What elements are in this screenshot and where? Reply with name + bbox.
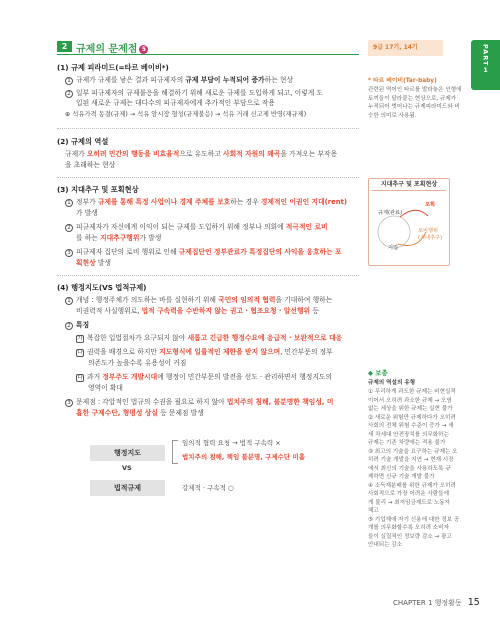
supplement-line: 개를 의무화할수록 오히려 소비자: [368, 525, 449, 531]
part-tab: [471, 40, 500, 90]
s4-sub-a: 가 복잡한 입법절차가 요구되지 않아 새롭고 긴급한 행정수요에 응급적 · 보완적으로 대응: [77, 334, 343, 342]
s3-item3-cont: 획현상 발생: [76, 259, 111, 267]
tar-baby-line: 슷한 의미로 사용됨.: [368, 112, 417, 119]
supplement-line: 제하면 신규 기술 개발 불가: [368, 474, 435, 480]
compare-box-legal: 법적규제: [90, 480, 165, 496]
s4-item2: 2 특징: [65, 320, 89, 330]
s3-item3: 3 피규제자 집단의 로비 행위로 인해 규제집단인 정부관료가 특정집단의 사익을 옹호하는 포: [65, 247, 342, 257]
supplement-line: 해고: [368, 508, 379, 514]
s4-sub-c-cont: 영역이 확대: [88, 384, 123, 392]
circled-2: 2: [65, 90, 73, 98]
supplement-line: 규제는 기존 차량에는 적용 불가: [368, 440, 446, 446]
supplement-list: [368, 388, 460, 550]
diagram-label-rent: (지대추구): [418, 235, 443, 241]
header-rule: [57, 54, 359, 55]
s4-item3: 3 문제점 : 각압적인 법규의 수권을 필요로 하지 않아 법치주의 침해, 불분명한 책임성, 미: [65, 397, 333, 407]
section-title: [76, 40, 148, 55]
s3-item1: 1 정부가 규제를 통해 특정 사업이나 경제 주체를 보호하는 경우 경제적인 이권인 지대(rent): [65, 197, 347, 207]
divider: [57, 128, 359, 129]
diagram-label-lobby: 로비행위: [418, 228, 439, 234]
compare-r2: 법치주의 침해, 책임 불분명, 구제수단 미흡: [182, 453, 305, 461]
chapter-label: CHAPTER 1 행정활동: [393, 599, 462, 607]
section-number-badge: 2: [57, 41, 72, 52]
capture-arrow: [400, 210, 428, 217]
footer: [393, 597, 480, 608]
compare-r3: 강제적 · 구속적 ○: [182, 484, 234, 492]
diagram-label-firm: 기업: [388, 245, 399, 251]
supplement-line: 새 차세대 안전장치를 의무화하는: [368, 431, 449, 438]
s1-heading: (1) 규제 피라미드(=타르 베이비*): [57, 63, 169, 72]
s3-item2: 2 피규제자가 자신에게 이익이 되는 규제를 도입하기 위해 정부나 의회에 적극적인 로비: [65, 222, 328, 232]
tar-baby-note: [368, 86, 462, 120]
section-title-text: 규제의 문제점: [76, 44, 138, 55]
supplement-line: ① 무리하게 과도한 규제는 비현실적: [368, 389, 456, 395]
part-tab-number: 1: [483, 66, 488, 75]
s1-item2-cont: 입된 새로운 규제는 대다수의 피규제자에게 추가적인 부담으로 작용: [76, 99, 275, 107]
s4-heading: (4) 행정지도(VS 법적규제): [57, 283, 147, 292]
s1-example: ⊕ 석유가격 동결(규제) → 석유 암시장 형성(규제불응) → 석유 거래 신고제 반영(재규제): [65, 111, 307, 118]
section-number-circle: 5: [139, 45, 148, 54]
s2-line2: 을 초래하는 현상: [65, 161, 116, 169]
supplement-line: 에서 최신의 기술을 사용하도록 규: [368, 465, 451, 472]
exam-marker: 9급 17기, 14기: [368, 40, 443, 56]
diagram-circle: [378, 216, 410, 248]
compare-r1: 임의적 협력 요청 → 법적 구속력 ×: [182, 439, 281, 447]
tar-baby-line: 토끼들이 달라붙는 현상으로, 규제가: [368, 95, 457, 102]
supplement-line: ③ 최고의 기술을 요구하는 규제는 오: [368, 448, 458, 455]
circled-1: 1: [65, 77, 73, 85]
tar-baby-line: 관련된 역어인 타르를 발라놓은 인형에: [368, 87, 462, 93]
s4-sub-b-cont: 의존도가 높을수록 유용성이 커짐: [88, 359, 187, 367]
s4-item3-cont: 흡한 구제수단, 형평성 상실 등 문제점 발생: [76, 409, 204, 417]
example-icon: ⊕: [65, 111, 73, 118]
supplement-line: ④ 소득재분배를 위한 규제가 오히려: [368, 482, 456, 489]
diagram-label-regulator: 규제(관료): [378, 210, 403, 216]
s2-heading: (2) 규제의 역설: [57, 137, 109, 146]
s2-line1: 규제가 오히려 민간의 행동을 비효율적으로 유도하고 사회적 자원의 왜곡을 가져오는 부작용: [65, 150, 338, 158]
s3-heading: (3) 지대추구 및 포획현상: [57, 185, 139, 194]
diagram-title: 지대추구 및 포획현상: [372, 179, 446, 191]
tar-baby-title: * 타르 베이비(Tar-baby): [368, 78, 437, 84]
s4-item1-cont: 비권력적 사실행위로, 법적 구속력을 수반하지 않는 권고 · 협조요청 · 알선행위 등: [76, 307, 319, 315]
s3-item1-cont: 가 발생: [76, 209, 98, 217]
compare-vs: VS: [122, 464, 132, 472]
supplement-line: 안내되는 감소: [368, 542, 403, 548]
diagram-label-capture: 포획: [425, 202, 436, 208]
supplement-badge: ◆ 보충: [368, 369, 388, 377]
page-number: 15: [467, 597, 480, 608]
tar-baby-line: 누적되어 벗어나는 규제피라미드와 비: [368, 104, 460, 110]
s4-item1: 1 개념 : 행정주체가 의도하는 바를 실현하기 위해 국민의 임의적 협력을 기대하여 행하는: [65, 295, 332, 305]
supplement-line: 히려 기술 개발을 지연 → 현재 시장: [368, 457, 454, 463]
compare-box-guidance: 행정지도: [90, 445, 165, 461]
s4-sub-c: 다 과거 정부주도 개발시대에 행정이 민간부문의 발전을 선도 · 관리하면서 행정지도의: [77, 373, 333, 381]
supplement-line: 들이 실질적인 정보량 감소 → 광고: [368, 533, 452, 540]
s3-item2-cont: 를 하는 지대추구행위가 발생: [76, 234, 162, 242]
supplement-line: 없는 세상을 위한 규제는 실현 불가: [368, 406, 453, 412]
divider: [57, 177, 359, 178]
supplement-line: 이어서 오히려 과소한 규제 → 오염: [368, 397, 452, 404]
brace: [172, 440, 178, 464]
s1-item1: 1 규제가 규제를 낳은 결과 피규제자의 규제 부담이 누적되어 증가하는 현상: [65, 75, 293, 85]
supplement-line: ② 새로운 위험만 규제하다가 오히려: [368, 414, 456, 421]
s4-sub-b: 나 권력을 배경으로 하지만 지도형식에 일률적인 제한을 받지 않으며, 민간부문의 정부: [77, 348, 333, 356]
supplement-line: 사회적으로 가장 어려운 사람들에: [368, 491, 449, 497]
divider: [57, 275, 359, 276]
s1-item2: 2 일부 피규제자의 규제불응을 해결하기 위해 새로운 규제를 도입하게 되고, 이렇게 도: [65, 88, 323, 98]
part-tab-label: PART: [481, 44, 490, 67]
supplement-title: 규제의 역설의 유형: [368, 380, 416, 386]
supplement-line: 사회의 전체 위험 수준이 증가 → 새: [368, 423, 454, 429]
supplement-line: 게 불리 → 최저임금제도로 노동자: [368, 499, 451, 506]
supplement-line: ⑤ 기업체에 자기 신용에 대한 정보 공: [368, 516, 460, 523]
